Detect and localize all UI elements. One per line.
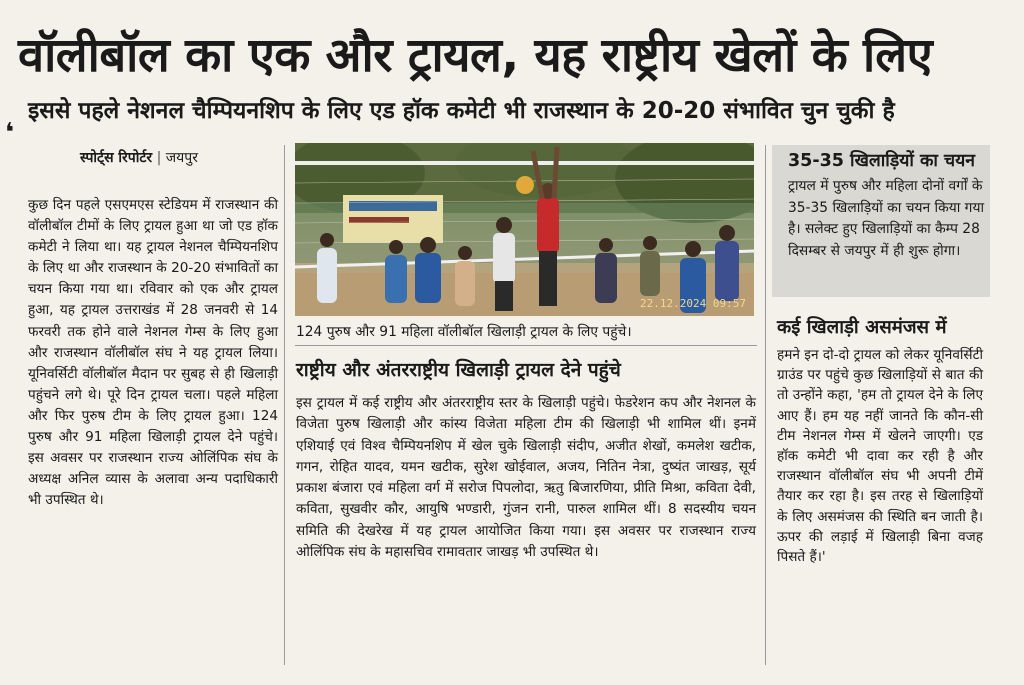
sidebar-box-text: ट्रायल में पुरुष और महिला दोनों वर्गों के 35-35 खिलाड़ियों का चयन किया गया है। सलेक्ट हुए खिलाड़ियों का कैम्प 28 दिसम्बर से जयपुर में ही शुरू होगा।	[788, 178, 985, 259]
quote-mark-icon: ❛	[5, 118, 15, 148]
volleyball-icon	[516, 176, 534, 194]
photo-timestamp: 22.12.2024 09:57	[640, 297, 746, 310]
subheadline: इससे पहले नेशनल चैम्पियनशिप के लिए एड हॉक कमेटी भी राजस्थान के 20-20 संभावित चुन चुकी है	[28, 98, 895, 124]
column-divider	[765, 145, 766, 665]
headline: वॉलीबॉल का एक और ट्रायल, यह राष्ट्रीय खेलों के लिए	[18, 28, 933, 83]
byline-reporter: स्पोर्ट्स रिपोर्टर	[80, 150, 153, 166]
left-column-text: कुछ दिन पहले एसएमएस स्टेडियम में राजस्थान की वॉलीबॉल टीमों के लिए ट्रायल हुआ था जो एड हॉक कमेटी ने लिया था। यह ट्रायल नेशनल चैम्पियनशिप के लिए था और राजस्थान के 20-20 संभावितों का चयन किया गया था। रविवार को एक और ट्रायल हुआ, यह ट्रायल उत्तराखंड में 28 जनवरी से 14 फरवरी तक होने वाले नेशनल गेम्स के लिए हुआ और राजस्थान वॉलीबॉल संघ ने यह ट्रायल लिया। यूनिवर्सिटी वॉलीबॉल मैदान पर सुबह से ही खिलाड़ी पहुंचने लगे थे। पूरे दिन ट्रायल चला। पहले महिला और फिर पुरुष टीम के लिए ट्रायल हुआ। 124 पुरुष और 91 महिला खिलाड़ी ट्रायल देने पहुंचे। इस अवसर पर राजस्थान राज्य ओलिंपिक संघ के अध्यक्ष अनिल व्यास के अलावा अन्य पदाधिकारी भी उपस्थित थे।	[28, 197, 278, 509]
column-divider	[284, 145, 285, 665]
byline	[80, 148, 198, 167]
byline-separator: |	[156, 150, 162, 166]
caption-divider	[295, 345, 757, 346]
right-column-text: हमने इन दो-दो ट्रायल को लेकर यूनिवर्सिटी ग्राउंड पर पहुंचे कुछ खिलाड़ियों से बात की तो उन्होंने कहा, 'हम तो ट्रायल देने के लिए आए हैं। हम यह नहीं जानते कि कौन-सी टीम नेशनल गेम्स में खेलने जाएगी। एड हॉक कमेटी भी दावा कर रही है और राजस्थान वॉलीबॉल संघ भी अपनी टीमें तैयार कर रहा है। इस तरह से खिलाड़ियों के लिए असमंजस की स्थिति बन जाती है। ऊपर की लड़ाई में खिलाड़ी बिना वजह पिसते हैं।'	[777, 347, 983, 566]
photo-illustration	[295, 143, 754, 316]
photo-caption: 124 पुरुष और 91 महिला वॉलीबॉल खिलाड़ी ट्रायल के लिए पहुंचे।	[296, 324, 632, 340]
right-heading: कई खिलाड़ी असमंजस में	[777, 317, 947, 338]
byline-city: जयपुर	[165, 150, 198, 166]
volleyball-trial-photo	[295, 143, 754, 316]
middle-heading: राष्ट्रीय और अंतरराष्ट्रीय खिलाड़ी ट्रायल देने पहुंचे	[296, 359, 621, 381]
middle-column-text: इस ट्रायल में कई राष्ट्रीय और अंतरराष्ट्रीय स्तर के खिलाड़ी पहुंचे। फेडरेशन कप और नेशनल के विजेता पुरुष खिलाड़ी और कांस्य विजेता महिला टीम की खिलाड़ी भी शामिल थीं। इनमें एशियाई एवं विश्व चैम्पियनशिप में खेल चुके खिलाड़ी संदीप, अजीत शेखों, कमलेश खटीक, गगन, रोहित यादव, यमन खटीक, सुरेश खोईवाल, अजय, नितिन नेत्रा, दुष्यंत जाखड़, सूर्य प्रकाश बंजारा एवं महिला वर्ग में सरोज पिपलोदा, ऋतु बिजारणिया, प्रीति मिश्रा, कविता देवी, कविता, सुखवीर कौर, आयुषि भण्डारी, गुंजन रानी, पारुल शामिल थीं। 8 सदस्यीय चयन समिति की देखरेख में यह ट्रायल आयोजित किया गया। इस अवसर पर राजस्थान राज्य ओलिंपिक संघ के महासचिव रामावतार जाखड़ भी उपस्थित थे।	[296, 395, 756, 561]
sidebar-box-heading: 35-35 खिलाड़ियों का चयन	[788, 151, 976, 171]
